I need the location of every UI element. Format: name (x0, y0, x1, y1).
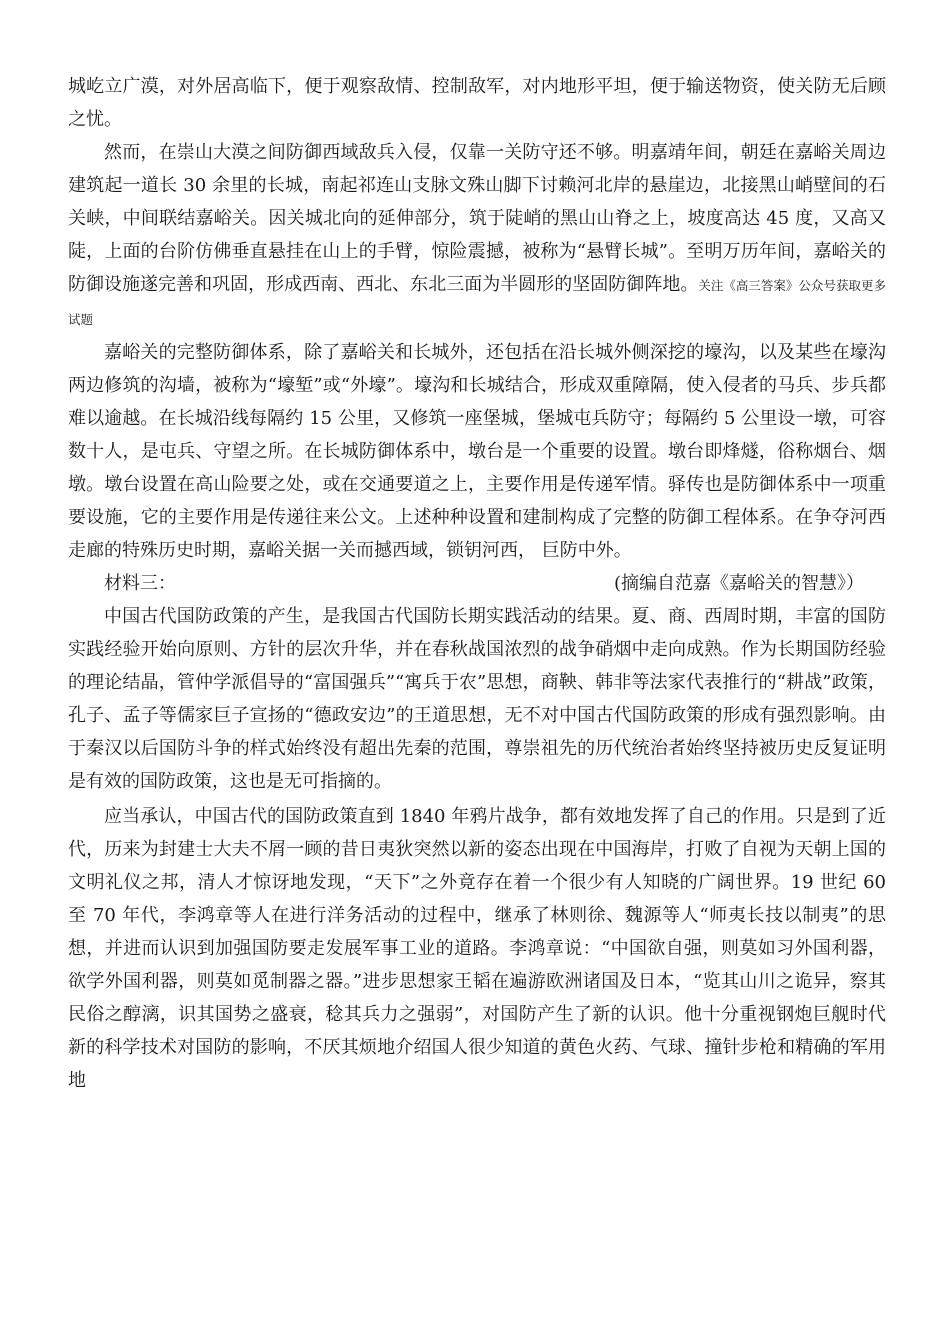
paragraph-2 (68, 136, 886, 336)
material-heading-row (68, 567, 886, 600)
source-citation: (摘编自范嘉《嘉峪关的智慧》） (613, 573, 864, 594)
paragraph-2-text: 然而，在崇山大漠之间防御西域敌兵入侵，仅靠一关防守还不够。明嘉靖年间，朝廷在嘉峪关周边建筑起一道长 30 余里的长城，南起祁连山支脉文殊山脚下讨赖河北岸的悬崖边，北接黑山峭壁间的石关峡，中间联结嘉峪关。因关城北向的延伸部分，筑于陡峭的黑山山脊之上，坡度高达 45 度，又高又陡，上面的台阶仿佛垂直悬挂在山上的手臂，惊险震撼，被称为“悬臂长城”。至明万历年间，嘉峪关的防御设施遂完善和巩固，形成西南、西北、东北三面为半圆形的坚固防御阵地。 (68, 142, 886, 295)
paragraph-5: 应当承认，中国古代的国防政策直到 1840 年鸦片战争，都有效地发挥了自己的作用。只是到了近代，历来为封建士大夫不屑一顾的昔日夷狄突然以新的姿态出现在中国海岸，打败了自视为天朝上国的文明礼仪之邦，清人才惊讶地发现，“天下”之外竟存在着一个很少有人知晓的广阔世界。19 世纪 60 至 70 年代，李鸿章等人在进行洋务活动的过程中，继承了林则徐、魏源等人“师夷长技以制夷”的思想，并进而认识到加强国防要走发展军事工业的道路。李鸿章说：“中国欲自强，则莫如习外国利器，欲学外国利器，则莫如觅制器之器。”进步思想家王韬在遍游欧洲诸国及日本，“览其山川之诡异，察其民俗之醇漓，识其国势之盛衰，稔其兵力之强弱”，对国防产生了新的认识。他十分重视钢炮巨舰时代新的科学技术对国防的影响，不厌其烦地介绍国人很少知道的黄色火药、气球、撞针步枪和精确的军用地 (68, 806, 886, 1091)
promo-note: 关注《高三答案》公众号获取更多试题 (68, 278, 886, 327)
paragraph-4: 中国古代国防政策的产生，是我国古代国防长期实践活动的结果。夏、商、西周时期，丰富的国防实践经验开始向原则、方针的层次升华，并在春秋战国浓烈的战争硝烟中走向成熟。作为长期国防经验的理论结晶，管仲学派倡导的“富国强兵”“寓兵于农”思想，商鞅、韩非等法家代表推行的“耕战”政策，孔子、孟子等儒家巨子宣扬的“德政安边”的王道思想，无不对中国古代国防政策的形成有强烈影响。由于秦汉以后国防斗争的样式始终没有超出先秦的范围，尊崇祖先的历代统治者始终坚持被历史反复证明是有效的国防政策，这也是无可指摘的。 (68, 606, 886, 792)
material-label: 材料三： (104, 573, 176, 594)
paragraph-1: 城屹立广漠，对外居高临下，便于观察敌情、控制敌军，对内地形平坦，便于输送物资，使关防无后顾之忧。 (68, 76, 886, 130)
document-page (68, 70, 886, 1097)
paragraph-3: 嘉峪关的完整防御体系，除了嘉峪关和长城外，还包括在沿长城外侧深挖的壕沟，以及某些在壕沟两边修筑的沟墙，被称为“壕堑”或“外壕”。壕沟和长城结合，形成双重障隔，使入侵者的马兵、步兵都难以逾越。在长城沿线每隔约 15 公里，又修筑一座堡城，堡城屯兵防守；每隔约 5 公里设一墩，可容数十人，是屯兵、守望之所。在长城防御体系中，墩台是一个重要的设置。墩台即烽燧，俗称烟台、烟墩。墩台设置在高山险要之处，或在交通要道之上，主要作用是传递军情。驿传也是防御体系中一项重要设施，它的主要作用是传递往来公文。上述种种设置和建制构成了完整的防御工程体系。在争夺河西走廊的特殊历史时期，嘉峪关据一关而撼西域，锁钥河西， 巨防中外。 (68, 342, 886, 561)
